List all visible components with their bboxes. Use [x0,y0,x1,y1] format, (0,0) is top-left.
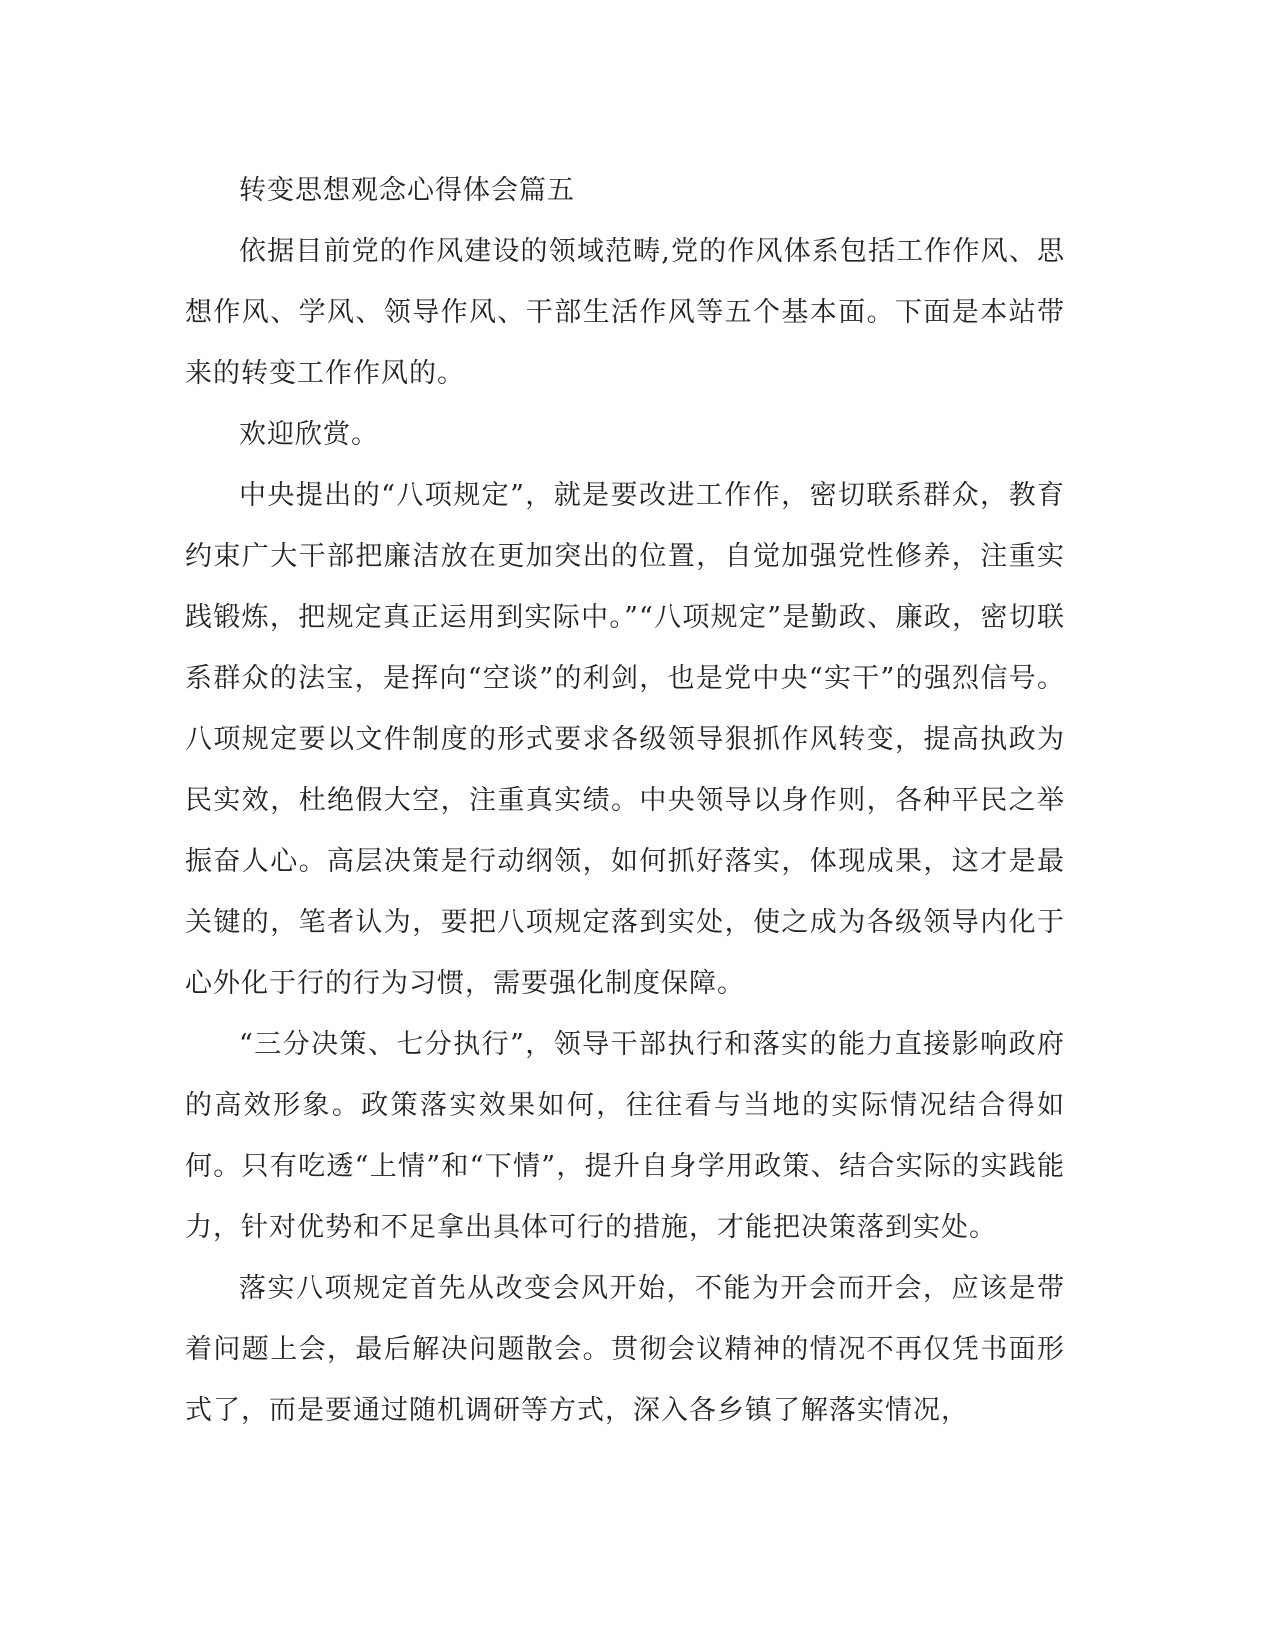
paragraph: 中央提出的“八项规定”，就是要改进工作作，密切联系群众，教育约束广大干部把廉洁放在更加突出的位置，自觉加强党性修养，注重实践锻炼，把规定真正运用到实际中。”“八项规定”是勤政、廉政，密切联系群众的法宝，是挥向“空谈”的利剑，也是党中央“实干”的强烈信号。八项规定要以文件制度的形式要求各级领导狠抓作风转变，提高执政为民实效，杜绝假大空，注重真实绩。中央领导以身作则，各种平民之举振奋人心。高层决策是行动纲领，如何抓好落实，体现成果，这才是最关键的，笔者认为，要把八项规定落到实处，使之成为各级领导内化于心外化于行的行为习惯，需要强化制度保障。 [185,480,1065,999]
paragraph: “三分决策、七分执行”，领导干部执行和落实的能力直接影响政府的高效形象。政策落实效果如何，往往看与当地的实际情况结合得如何。只有吃透“上情”和“下情”，提升自身学用政策、结合实际的实践能力，针对优势和不足拿出具体可行的措施，才能把决策落到实处。 [185,1029,1065,1243]
document-body [185,160,1065,1441]
paragraph: 欢迎欣赏。 [239,419,379,450]
paragraph: 落实八项规定首先从改变会风开始，不能为开会而开会，应该是带着问题上会，最后解决问题散会。贯彻会议精神的情况不再仅凭书面形式了，而是要通过随机调研等方式，深入各乡镇了解落实情况， [185,1273,1065,1426]
document-title: 转变思想观念心得体会篇五 [239,175,575,206]
paragraph: 依据目前党的作风建设的领域范畴,党的作风体系包括工作作风、思想作风、学风、领导作风、干部生活作风等五个基本面。下面是本站带来的转变工作作风的。 [185,236,1065,389]
